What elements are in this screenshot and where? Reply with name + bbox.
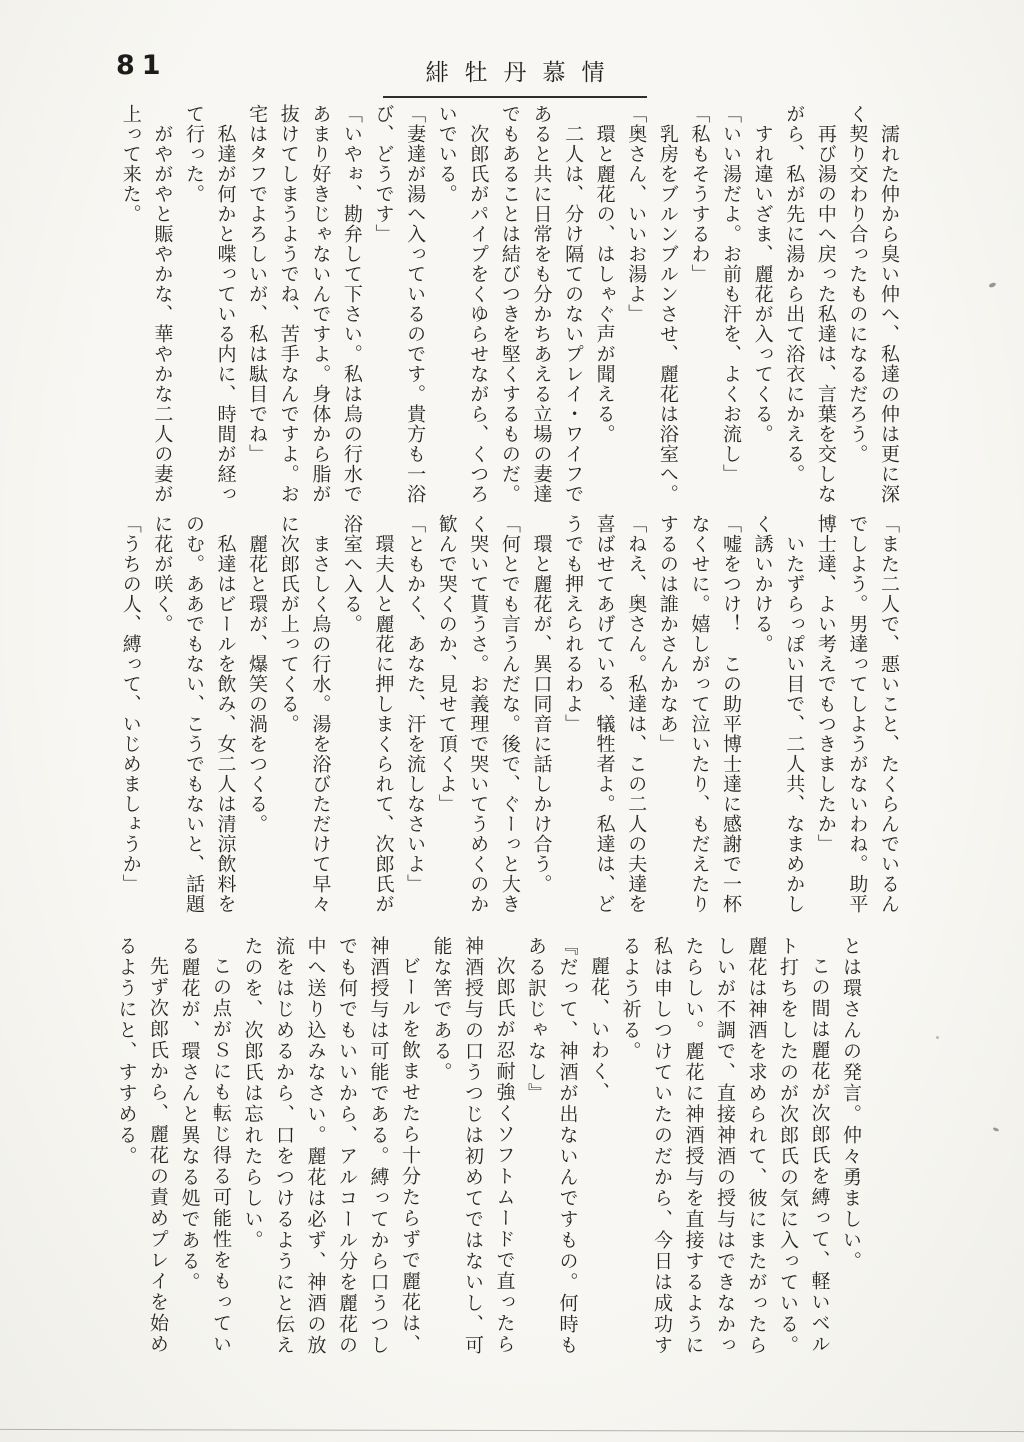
paragraph: 麗花と環が、爆笑の渦をつくる。 xyxy=(246,533,269,834)
paragraph: 「うちの人、縛って、いじめましょうか」 xyxy=(119,514,142,894)
paragraph: 「また二人で、悪いこと、たくらんでいるんでしよう。男達ってしようがないわね。助平博士達、よい考えでもつきましたか」 xyxy=(814,514,900,914)
text-band-2 xyxy=(112,514,904,918)
page-edge-line xyxy=(0,1429,1024,1432)
paragraph: 私達はビールを飲み、女二人は清涼飲料をのむ。ああでもない、こうでもないと、話題に花が咲く。 xyxy=(151,514,237,914)
paragraph: 「私もそうするわ」 xyxy=(688,104,711,284)
paragraph: 次郎氏が忍耐強くソフトムードで直ったら神酒授与の口うつじは初めてではないし、可能な筈である。 xyxy=(430,936,516,1356)
paragraph: 「いやぉ、勘弁して下さい。私は烏の行水であまり好きじゃないんですよ。身体から脂が抜けてしまうようでね、苦手なんですよ。お宅はタフでよろしいが、私は駄目でね」 xyxy=(246,104,363,504)
paragraph: 乳房をブルンブルンさせ、麗花は浴室へ。 xyxy=(656,123,679,504)
paragraph: 私達が何かと喋っている内に、時間が経って行った。 xyxy=(182,104,237,504)
paragraph: ビールを飲ませたら十分たらずで麗花は、神酒授与は可能である。縛ってから口うつしでも何でもいいから、アルコール分を麗花の中へ送り込みなさい。麗花は必ず、神酒の放流をはじめるから、口をつけるようにと伝えたのを、次郎氏は忘れたらしい。 xyxy=(241,936,421,1356)
paragraph: 「妻達が湯へ入っているのです。貴方も一浴び、どうです」 xyxy=(372,104,427,504)
paragraph: 次郎氏がパイプをくゆらせながら、くつろいでいる。 xyxy=(435,104,490,504)
paragraph: 「ねえ、奥さん。私達は、この二人の夫達を喜ばせてあげている、犠牲者よ。私達は、どうでも押えられるわよ」 xyxy=(562,514,648,914)
paragraph: 「何とでも言うんだな。後で、ぐーっと大きく哭いて貰うさ。お義理で哭いてうめくのか歓んで哭くのか、見せて頂くよ」 xyxy=(435,514,521,914)
paragraph: 先ず次郎氏から、麗花の責めプレイを始めるようにと、すすめる。 xyxy=(115,936,169,1355)
paragraph: いたずらっぽい目で、二人共、なまめかしく誘いかける。 xyxy=(751,514,806,914)
page-title-underline xyxy=(383,54,647,98)
scan-speck xyxy=(988,282,996,289)
paragraph: がやがやと賑やかな、華やかな二人の妻が上って来た。 xyxy=(119,104,174,504)
paragraph: 環と麗花の、はしゃぐ声が聞える。 xyxy=(593,123,616,444)
paragraph: 再び湯の中へ戻った私達は、言葉を交しながら、私が先に湯から出て浴衣にかえる。 xyxy=(783,104,837,504)
scan-speck xyxy=(993,1127,1000,1132)
paragraph: 『だって、神酒が出ないんですもの。何時もある訳じゃなし』 xyxy=(525,936,579,1356)
paragraph: この間は麗花が次郎氏を縛って、軽いベルト打ちをしたのが次郎氏の気に入っている。 xyxy=(777,936,831,1356)
paragraph: とは環さんの発言。仲々勇ましい。 xyxy=(840,936,862,1272)
paragraph: まさしく烏の行水。湯を浴びただけて早々に次郎氏が上ってくる。 xyxy=(277,514,332,914)
paragraph: この点がＳにも転じ得る可能性をもっている麗花が、環さんと異なる処である。 xyxy=(178,936,232,1355)
paragraph: 「奥さん、いいお湯よ」 xyxy=(625,104,648,324)
paragraph: 麗花、いわく、 xyxy=(588,955,610,1103)
paragraph: 環と麗花が、異口同音に話しかけ合う。 xyxy=(530,533,553,894)
page-number: 81 xyxy=(116,50,168,81)
paragraph: 「ともかく、あなた、汗を流しなさいよ」 xyxy=(404,514,427,894)
paragraph: 二人は、分け隔てのないプレイ・ワイフであると共に日常をも分かちあえる立場の妻達でもあることは結びつきを堅くするものだ。 xyxy=(498,104,585,504)
paragraph: 「いい湯だよ。お前も汗を、よくお流し」 xyxy=(720,104,743,484)
paragraph: 「嘘をつけ！ この助平博士達に感謝で一杯なくせに。嬉しがって泣いたり、もだえたりするのは誰かさんかなあ」 xyxy=(656,514,743,914)
paragraph: 環夫人と麗花に押しまくられて、次郎氏が浴室へ入る。 xyxy=(340,514,395,914)
text-band-1 xyxy=(112,104,904,506)
paragraph: 麗花は神酒を求められて、彼にまたがったらしいが不調で、直接神酒の授与はできなかったらしい。麗花に神酒授与を直接するように私は申しつけていたのだから、今日は成功するよう祈る。 xyxy=(619,936,768,1356)
text-band-3 xyxy=(96,936,866,1360)
paragraph: すれ違いざま、麗花が入ってくる。 xyxy=(751,123,774,444)
paragraph: 濡れた仲から臭い仲へ、私達の仲は更に深く契り交わり合ったものになるだろう。 xyxy=(846,104,900,504)
page-title: 緋牡丹慕情 xyxy=(425,60,621,86)
scan-speck xyxy=(936,1036,939,1039)
